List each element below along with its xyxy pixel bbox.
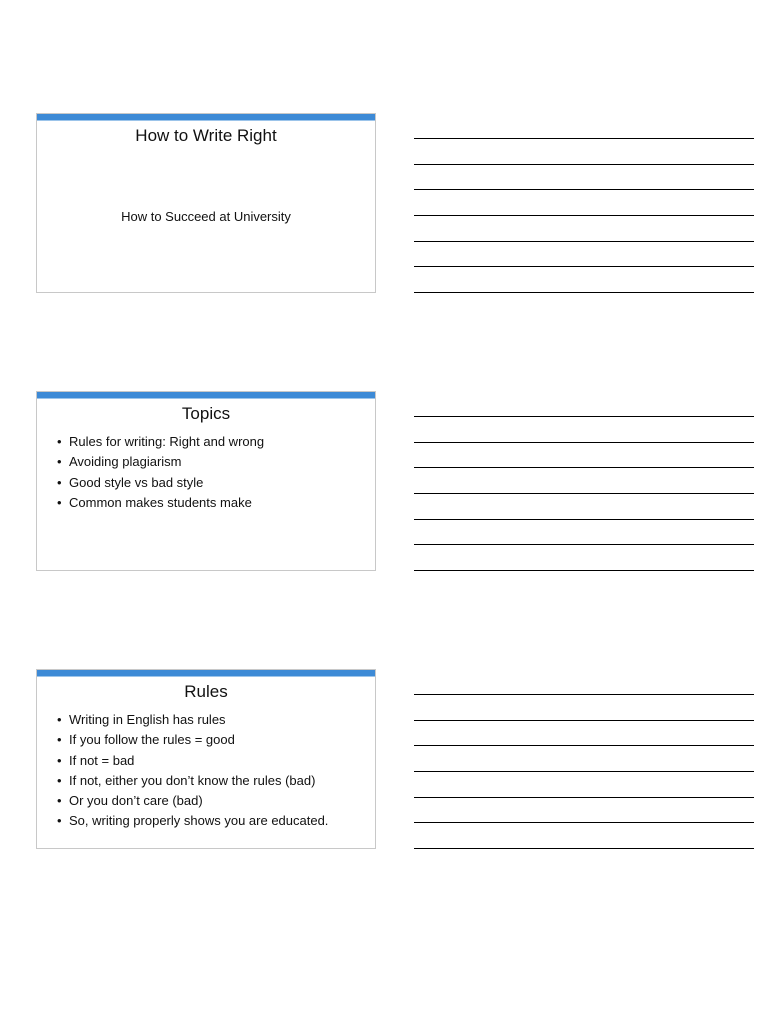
bullet-list	[57, 432, 264, 513]
bullet-item: • Good style vs bad style	[57, 473, 264, 493]
bullet-item: • If you follow the rules = good	[57, 730, 328, 750]
slide-title: How to Write Right	[135, 126, 277, 145]
note-line	[414, 164, 754, 165]
slide-title: Rules	[184, 682, 228, 701]
note-line	[414, 519, 754, 520]
bullet-item: • Rules for writing: Right and wrong	[57, 432, 264, 452]
note-lines-3	[414, 694, 754, 874]
note-line	[414, 189, 754, 190]
note-line	[414, 797, 754, 798]
slide-thumbnail-2	[36, 391, 376, 571]
bullet-item: • Avoiding plagiarism	[57, 452, 264, 472]
note-line	[414, 745, 754, 746]
slide-row-3	[0, 669, 768, 851]
note-line	[414, 292, 754, 293]
slide-accent-bar	[37, 392, 375, 399]
slide-accent-bar	[37, 114, 375, 121]
bullet-item: • Or you don’t care (bad)	[57, 791, 328, 811]
note-line	[414, 720, 754, 721]
note-line	[414, 570, 754, 571]
note-line	[414, 822, 754, 823]
note-line	[414, 544, 754, 545]
bullet-item: • If not = bad	[57, 751, 328, 771]
slide-row-1	[0, 113, 768, 295]
note-lines-1	[414, 138, 754, 318]
slide-row-2	[0, 391, 768, 573]
slide-accent-bar	[37, 670, 375, 677]
slide-title: Topics	[181, 404, 231, 423]
note-line	[414, 467, 754, 468]
slide-thumbnail-1	[36, 113, 376, 293]
note-line	[414, 266, 754, 267]
note-lines-2	[414, 416, 754, 596]
note-line	[414, 138, 754, 139]
bullet-item: • Common makes students make	[57, 493, 264, 513]
slide-subtitle: How to Succeed at University	[121, 209, 291, 224]
note-line	[414, 215, 754, 216]
note-line	[414, 416, 754, 417]
note-line	[414, 771, 754, 772]
bullet-item: • Writing in English has rules	[57, 710, 328, 730]
bullet-list	[57, 710, 328, 832]
note-line	[414, 694, 754, 695]
slide-thumbnail-3	[36, 669, 376, 849]
bullet-item: • If not, either you don’t know the rules (bad)	[57, 771, 328, 791]
note-line	[414, 241, 754, 242]
bullet-item: • So, writing properly shows you are educated.	[57, 811, 328, 831]
note-line	[414, 848, 754, 849]
note-line	[414, 493, 754, 494]
note-line	[414, 442, 754, 443]
